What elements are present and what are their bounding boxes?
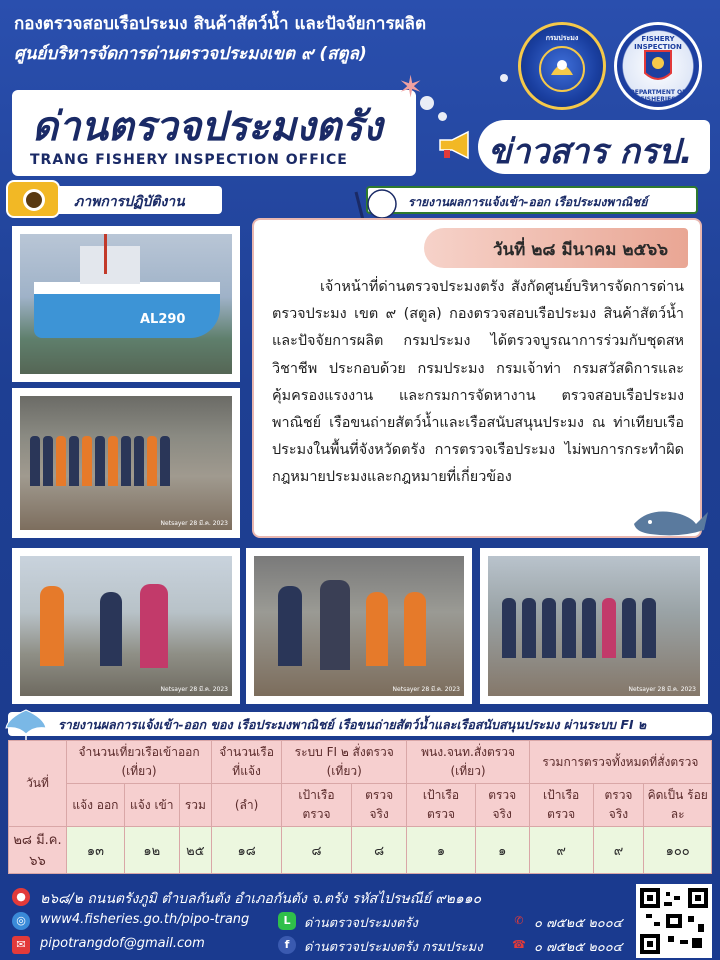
sub-total-actual: ตรวจ จริง	[593, 784, 644, 827]
fisheries-logo-text: กรมประมง	[545, 34, 579, 42]
news-banner	[478, 120, 710, 174]
team-group	[30, 436, 220, 486]
officer-figure	[366, 592, 388, 666]
header-date: วันที่	[9, 741, 67, 827]
table-header-row	[9, 741, 712, 784]
cell-staff-target: ๑	[407, 827, 475, 874]
photo-team-pier	[12, 388, 240, 538]
officer-figure	[320, 580, 350, 670]
photo-timestamp: Netsayer 28 มี.ค. 2023	[160, 520, 228, 527]
line-account-link[interactable]: ด่านตรวจประมงตรัง	[304, 916, 418, 931]
cell-date: ๒๘ มี.ค. ๖๖	[9, 827, 67, 874]
starfish-icon: ✶	[398, 70, 424, 105]
seal-icon	[521, 25, 603, 107]
stingray-icon	[4, 704, 48, 744]
email-icon: ✉	[12, 936, 30, 954]
facebook-link[interactable]: ด่านตรวจประมงตรัง กรมประมง	[304, 940, 483, 955]
department-title: กองตรวจสอบเรือประมง สินค้าสัตว์น้ำ และปัจจัยการผลิต	[14, 14, 427, 34]
sub-in: แจ้ง เข้า	[124, 784, 179, 827]
facebook-icon: f	[278, 936, 296, 954]
table-title-bar	[8, 712, 712, 736]
fi-logo-text: FISHERY INSPECTION	[634, 35, 682, 51]
officer-figure	[140, 584, 168, 668]
boat-hull	[34, 292, 220, 338]
cell-percent: ๑๐๐	[644, 827, 712, 874]
inspection-report-table	[8, 740, 712, 874]
sub-fi-target: เป้าเรือ ตรวจ	[282, 784, 352, 827]
officer-figure	[40, 586, 64, 666]
officer-figure	[404, 592, 426, 666]
photos-label-text: ภาพการปฏิบัติงาน	[74, 194, 185, 210]
team-group	[502, 598, 692, 658]
contact-footer	[0, 880, 720, 960]
website-link[interactable]: www4.fisheries.go.th/pipo-trang	[40, 912, 250, 927]
sub-sum: รวม	[179, 784, 211, 827]
office-banner	[12, 90, 416, 176]
news-title: ข่าวสาร กรป.	[488, 132, 693, 172]
globe-icon: ◎	[12, 912, 30, 930]
header-total: รวมการตรวจทั้งหมดที่สั่งตรวจ	[529, 741, 711, 784]
fi-logo-subtext: DEPARTMENT OF FISHERIES	[629, 89, 687, 103]
qr-code-icon	[640, 888, 708, 954]
cell-fi-actual: ๘	[351, 827, 406, 874]
whale-icon	[630, 500, 710, 538]
office-name-thai: ด่านตรวจประมงตรัง	[32, 104, 383, 150]
cell-fi-target: ๘	[282, 827, 352, 874]
header-boats: จำนวนเรือ ที่แจ้ง	[212, 741, 282, 784]
date-banner	[424, 228, 688, 268]
email-link[interactable]: pipotrangdof@gmail.com	[40, 936, 205, 951]
fisheries-logo	[518, 22, 606, 110]
table-row	[9, 827, 712, 874]
article-body: เจ้าหน้าที่ด่านตรวจประมงตรัง สังกัดศูนย์บริหารจัดการด่านตรวจประมง เขต ๙ (สตูล) กองตรวจสอบเรือประมง สินค้าสัตว์น้ำ และปัจจัยการผลิต กรมประมง ได้ตรวจบูรณาการร่วมกับชุดสหวิชาชีพ ประกอบด้วย กรมประมง กรมเจ้าท่า กรมสวัสดิการและคุ้มครองแรงงาน และกรมการจัดหางาน ตรวจสอบเรือประมงพาณิชย์ เรือขนถ่ายสัตว์น้ำและเรือสนับสนุนประมง ณ ท่าเทียบเรือประมงในพื้นที่จังหวัดตรัง การตรวจเรือประมง ไม่พบการกระทำผิดกฎหมายประมงและกฎหมายที่เกี่ยวข้อง	[272, 279, 684, 486]
cell-sum: ๒๕	[179, 827, 211, 874]
line-icon: L	[278, 912, 296, 930]
table-subheader-row	[9, 784, 712, 827]
photo-timestamp: Netsayer 28 มี.ค. 2023	[160, 686, 228, 693]
cell-in: ๑๒	[124, 827, 179, 874]
fishery-inspection-logo	[614, 22, 702, 110]
boat-registration: AL290	[140, 312, 186, 327]
sub-out: แจ้ง ออก	[67, 784, 125, 827]
center-title: ศูนย์บริหารจัดการด่านตรวจประมงเขต ๙ (สตูล)	[14, 44, 367, 64]
photo-boat	[12, 226, 240, 382]
fax-number: ๐ ๗๕๒๕ ๒๐๐๔	[534, 940, 623, 955]
sub-fi-actual: ตรวจ จริง	[351, 784, 406, 827]
report-section-label	[366, 186, 698, 214]
cell-boats: ๑๘	[212, 827, 282, 874]
report-label-text: รายงานผลการแจ้งเข้า-ออก เรือประมงพาณิชย์	[408, 195, 648, 209]
news-article	[252, 218, 702, 538]
sub-unit: (ลำ)	[212, 784, 282, 827]
bubble-decoration	[500, 74, 508, 82]
office-name-english: TRANG FISHERY INSPECTION OFFICE	[30, 152, 348, 168]
article-date: วันที่ ๒๘ มีนาคม ๒๕๖๖	[492, 240, 668, 260]
qr-code[interactable]	[636, 884, 712, 958]
header-staff: พนง.จนท.สั่งตรวจ (เที่ยว)	[407, 741, 529, 784]
sub-staff-actual: ตรวจ จริง	[475, 784, 529, 827]
fax-icon: ☎	[512, 938, 526, 951]
phone-number: ๐ ๗๕๒๕ ๒๐๐๔	[534, 916, 623, 931]
phone-icon: ✆	[514, 914, 524, 927]
photo-inspection-1	[12, 548, 240, 704]
photo-inspection-3	[480, 548, 708, 704]
photo-inspection-2	[246, 548, 472, 704]
cell-total-actual: ๙	[593, 827, 644, 874]
sub-staff-target: เป้าเรือ ตรวจ	[407, 784, 475, 827]
cell-out: ๑๓	[67, 827, 125, 874]
camera-lens	[23, 189, 45, 211]
address: ๒๖๘/๒ ถนนตรังภูมิ ตำบลกันตัง อำเภอกันตัง จ.ตรัง รหัสไปรษณีย์ ๙๒๑๑๐	[40, 891, 482, 907]
bubble-decoration	[438, 112, 447, 121]
camera-icon	[6, 180, 60, 218]
officer-figure	[278, 586, 302, 666]
officer-figure	[100, 592, 122, 666]
cell-staff-actual: ๑	[475, 827, 529, 874]
location-pin-icon: ●	[12, 888, 30, 906]
header-fi2: ระบบ FI ๒ สั่งตรวจ (เที่ยว)	[282, 741, 407, 784]
boat-mast	[104, 234, 107, 274]
sub-total-target: เป้าเรือ ตรวจ	[529, 784, 593, 827]
table-title: รายงานผลการแจ้งเข้า-ออก ของ เรือประมงพาณิชย์ เรือขนถ่ายสัตว์น้ำและเรือสนับสนุนประมง ผ่านระบบ FI ๒	[58, 717, 647, 732]
photo-timestamp: Netsayer 28 มี.ค. 2023	[628, 686, 696, 693]
header-trips: จำนวนเที่ยวเรือเข้าออก (เที่ยว)	[67, 741, 212, 784]
megaphone-icon	[436, 130, 476, 160]
photo-timestamp: Netsayer 28 มี.ค. 2023	[392, 686, 460, 693]
sub-percent: คิดเป็น ร้อยละ	[644, 784, 712, 827]
boat-cabin	[80, 246, 140, 284]
cell-total-target: ๙	[529, 827, 593, 874]
